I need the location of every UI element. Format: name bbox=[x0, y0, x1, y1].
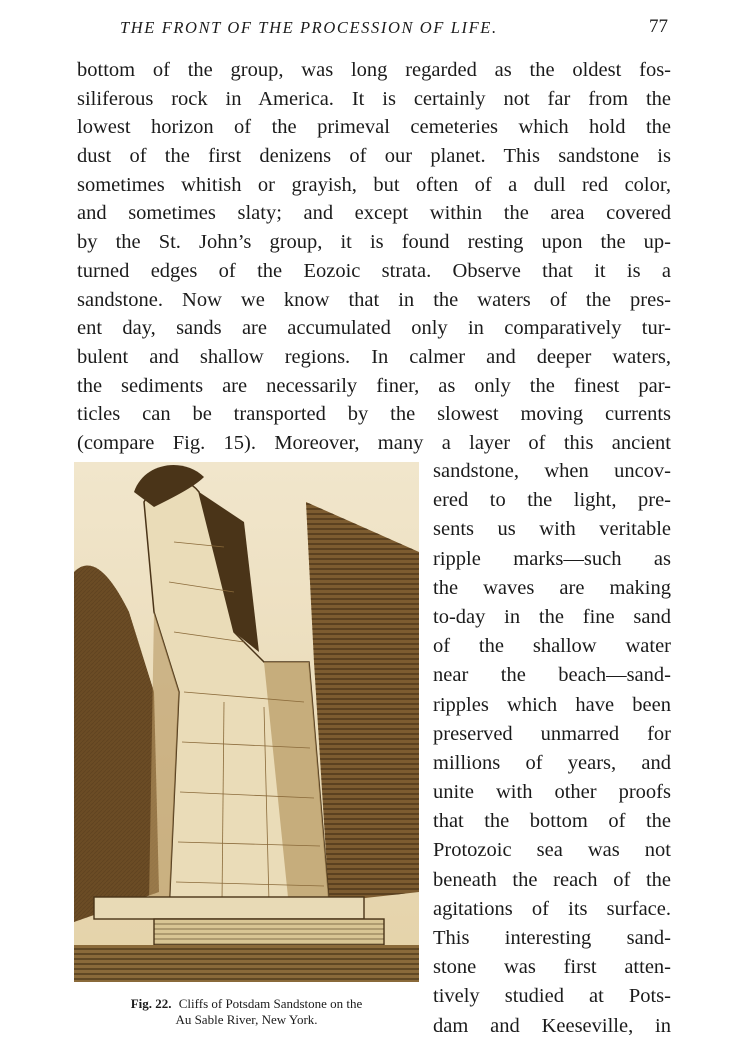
text-line: beneath the reach of the bbox=[433, 868, 671, 891]
text-line: bulent and shallow regions. In calmer and deeper waters, bbox=[77, 345, 671, 368]
text-line: millions of years, and bbox=[433, 751, 671, 774]
text-line: dust of the first denizens of our planet. This sandstone is bbox=[77, 145, 671, 168]
text-line: agitations of its surface. bbox=[433, 897, 671, 920]
text-line: ered to the light, pre- bbox=[433, 489, 671, 512]
figure-caption bbox=[74, 996, 419, 1028]
text-line: near the beach—sand- bbox=[433, 664, 671, 687]
text-line: sandstone, when uncov- bbox=[433, 460, 671, 482]
text-line: This interesting sand- bbox=[433, 927, 671, 949]
text-line: unite with other proofs bbox=[433, 781, 671, 804]
text-line: siliferous rock in America. It is certainly not far from the bbox=[77, 87, 671, 110]
text-line: (compare Fig. 15). Moreover, many a layer of this ancient bbox=[77, 431, 671, 454]
text-line: ripples which have been bbox=[433, 693, 671, 716]
side-text-block bbox=[433, 457, 671, 1041]
text-line: to-day in the fine sand bbox=[433, 605, 671, 628]
page-number: 77 bbox=[649, 16, 668, 37]
text-line: by the St. John’s group, it is found resting upon the up- bbox=[77, 231, 671, 254]
figure-illustration bbox=[74, 462, 419, 982]
text-line: preserved unmarred for bbox=[433, 722, 671, 745]
text-line: that the bottom of the bbox=[433, 810, 671, 833]
main-text-block bbox=[77, 56, 671, 458]
text-line: and sometimes slaty; and except within the area covered bbox=[77, 202, 671, 225]
text-line: tively studied at Pots- bbox=[433, 985, 671, 1008]
text-line: Protozoic sea was not bbox=[433, 839, 671, 862]
text-line: ticles can be transported by the slowest moving currents bbox=[77, 403, 671, 426]
caption-line-2: Au Sable River, New York. bbox=[175, 1012, 318, 1027]
text-line: sometimes whitish or grayish, but often of a dull red color, bbox=[77, 173, 671, 196]
text-line: the sediments are necessarily finer, as only the finest par- bbox=[77, 374, 671, 397]
text-line: dam and Keeseville, in bbox=[433, 1014, 671, 1037]
running-title: THE FRONT OF THE PROCESSION OF LIFE. bbox=[120, 18, 498, 37]
figure-label: Fig. 22. bbox=[130, 996, 172, 1011]
text-line: the waves are making bbox=[433, 576, 671, 599]
text-line: sents us with veritable bbox=[433, 518, 671, 541]
text-line: bottom of the group, was long regarded as the oldest fos- bbox=[77, 59, 671, 81]
text-line: turned edges of the Eozoic strata. Observe that it is a bbox=[77, 259, 671, 282]
text-line: stone was first atten- bbox=[433, 956, 671, 979]
text-line: lowest horizon of the primeval cemeteries which hold the bbox=[77, 116, 671, 139]
text-line: ent day, sands are accumulated only in comparatively tur- bbox=[77, 317, 671, 340]
text-line: ripple marks—such as bbox=[433, 547, 671, 570]
caption-line-1: Cliffs of Potsdam Sandstone on the bbox=[178, 996, 363, 1011]
running-header bbox=[120, 16, 680, 44]
cliff-engraving bbox=[74, 462, 419, 982]
text-line: sandstone. Now we know that in the waters of the pres- bbox=[77, 288, 671, 311]
text-line: of the shallow water bbox=[433, 635, 671, 658]
